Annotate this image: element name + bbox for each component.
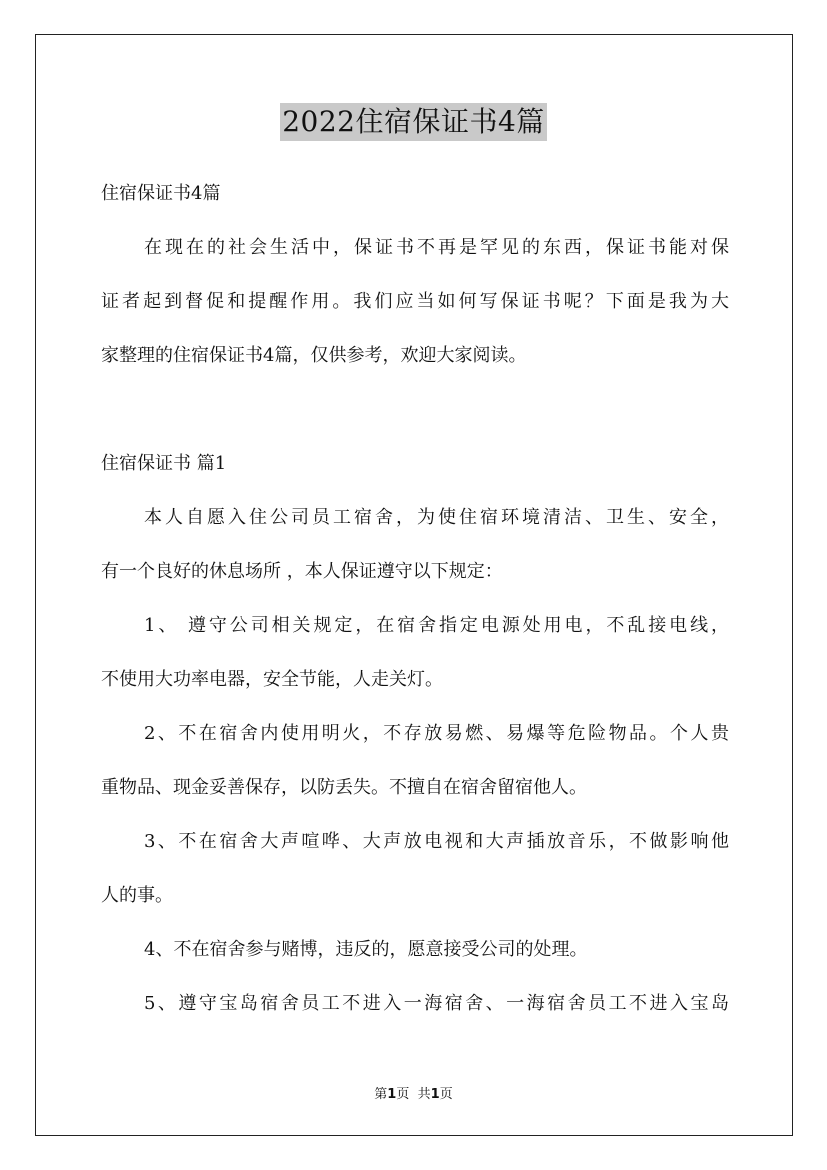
total-prefix: 共: [417, 1087, 431, 1102]
rule-item-3: [101, 824, 729, 914]
paragraph-line: 3、不在宿舍大声喧哗、大声放电视和大声插放音乐，不做影响他: [144, 831, 729, 852]
page-footer: [0, 1083, 827, 1102]
total-suffix: 页: [439, 1087, 453, 1102]
document-subtitle: 住宿保证书4篇: [101, 183, 221, 204]
rule-item-1: [101, 608, 729, 698]
document-body: [101, 176, 729, 1022]
intro-paragraph: [101, 230, 729, 374]
title-container: [0, 103, 827, 141]
document-title: 2022住宿保证书4篇: [280, 103, 547, 141]
section-heading: 住宿保证书 篇1: [101, 453, 227, 474]
total-pages: 1: [430, 1087, 440, 1102]
page-suffix: 页: [396, 1087, 410, 1102]
paragraph-line: 本人自愿入住公司员工宿舍，为使住宿环境清洁、卫生、安全，: [144, 507, 729, 528]
intro-line: 证者起到督促和提醒作用。我们应当如何写保证书呢？下面是我为大: [101, 291, 729, 312]
rule-item-4: [101, 932, 729, 968]
rule-item-5: [101, 986, 729, 1022]
paragraph-line: 4、不在宿舍参与赌博，违反的，愿意接受公司的处理。: [144, 939, 588, 960]
section-paragraph: [101, 500, 729, 590]
paragraph-line: 有一个良好的休息场所 ，本人保证遵守以下规定：: [101, 561, 503, 582]
page-number: 1: [387, 1087, 397, 1102]
paragraph-line: 不使用大功率电器，安全节能，人走关灯。: [101, 669, 443, 690]
paragraph-line: 5、遵守宝岛宿舍员工不进入一海宿舍、一海宿舍员工不进入宝岛: [144, 993, 729, 1014]
rule-item-2: [101, 716, 729, 806]
page-prefix: 第: [374, 1087, 388, 1102]
intro-line: 家整理的住宿保证书4篇，仅供参考，欢迎大家阅读。: [101, 345, 527, 366]
paragraph-line: 1、 遵守公司相关规定，在宿舍指定电源处用电，不乱接电线，: [144, 615, 729, 636]
paragraph-line: 2、不在宿舍内使用明火，不存放易燃、易爆等危险物品。个人贵: [144, 723, 729, 744]
paragraph-line: 人的事。: [101, 885, 173, 906]
intro-line: 在现在的社会生活中，保证书不再是罕见的东西，保证书能对保: [144, 237, 729, 258]
paragraph-line: 重物品、现金妥善保存，以防丢失。不擅自在宿舍留宿他人。: [101, 777, 587, 798]
